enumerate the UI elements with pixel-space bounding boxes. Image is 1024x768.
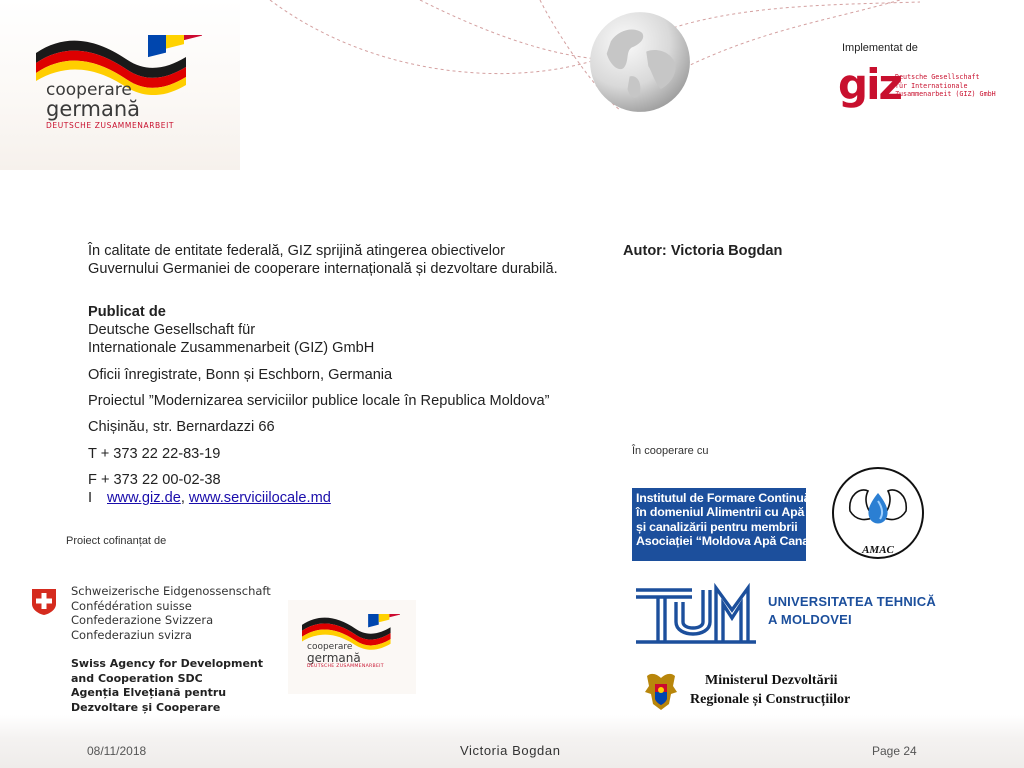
publisher-line-1: Deutsche Gesellschaft für bbox=[88, 322, 256, 338]
ministry-name-line-1: Ministerul Dezvoltării bbox=[705, 673, 838, 688]
web-links-row bbox=[88, 490, 331, 508]
ifc-line-3: și canalizării pentru membrii bbox=[636, 519, 798, 534]
swiss-confederation-names: Schweizerische Eidgenossenschaft Confédération suisse Confederazione Svizzera Confederaziun svizra bbox=[71, 584, 271, 642]
sdc-agency-name: Swiss Agency for Development and Cooperation SDC Agenția Elvețiană pentru Dezvoltare și Cooperare bbox=[71, 657, 264, 714]
moldova-coat-of-arms-icon bbox=[643, 670, 679, 712]
utm-name-line-2: A MOLDOVEI bbox=[768, 612, 852, 627]
in-cooperation-with-label: În cooperare cu bbox=[632, 445, 709, 457]
giz-logo: giz bbox=[838, 60, 901, 109]
ifc-line-2: în domeniul Alimentrii cu Apă bbox=[636, 505, 805, 520]
utm-logo-icon bbox=[632, 580, 762, 648]
ministry-name-line-2: Regionale și Construcțiilor bbox=[690, 692, 851, 707]
web-separator: , bbox=[180, 490, 189, 506]
footer-author: Victoria Bogdan bbox=[460, 743, 561, 758]
web-prefix: I bbox=[88, 490, 93, 506]
coop-logo-subtitle: DEUTSCHE ZUSAMMENARBEIT bbox=[46, 121, 175, 130]
giz-full-name: Deutsche Gesellschaft für Internationale Zusammenarbeit (GIZ) GmbH bbox=[895, 73, 996, 98]
serviciilocale-website-link[interactable]: www.serviciilocale.md bbox=[188, 490, 331, 506]
institute-continuous-training-logo bbox=[632, 488, 819, 561]
project-name: Proiectul ”Modernizarea serviciilor publice locale în Republica Moldova” bbox=[88, 393, 550, 409]
fax-number: F + 373 22 00-02-38 bbox=[88, 472, 221, 488]
giz-website-link[interactable]: www.giz.de bbox=[107, 490, 181, 506]
globe-icon bbox=[588, 10, 692, 114]
author-credit: Autor: Victoria Bogdan bbox=[623, 243, 783, 259]
implemented-by-label: Implementat de bbox=[842, 42, 918, 54]
amac-logo bbox=[830, 465, 926, 561]
publisher-line-2: Internationale Zusammenarbeit (GIZ) GmbH bbox=[88, 340, 375, 356]
address: Chișinău, str. Bernardazzi 66 bbox=[88, 419, 275, 435]
coop-small-word-cooperare: cooperare bbox=[307, 642, 353, 652]
amac-label: AMAC bbox=[862, 544, 894, 556]
cofinanced-by-label: Proiect cofinanțat de bbox=[66, 535, 167, 547]
coop-small-word-germana: germană bbox=[307, 651, 361, 665]
ifc-line-1: Institutul de Formare Continuă bbox=[636, 491, 811, 505]
intro-paragraph: În calitate de entitate federală, GIZ sprijină atingerea obiectivelor Guvernului Germaniei de cooperare internațională și dezvoltare durabilă. bbox=[88, 243, 558, 277]
registered-offices: Oficii înregistrate, Bonn și Eschborn, Germania bbox=[88, 367, 393, 383]
ifc-line-4: Asociației “Moldova Apă Canal” bbox=[636, 534, 819, 549]
swiss-flag-icon bbox=[29, 586, 59, 616]
published-by-heading: Publicat de bbox=[88, 304, 166, 320]
phone-number: T + 373 22 22-83-19 bbox=[88, 446, 221, 462]
footer-date: 08/11/2018 bbox=[87, 744, 147, 758]
coop-logo-word-cooperare: cooperare bbox=[46, 80, 132, 100]
footer-band bbox=[0, 715, 1024, 768]
footer-page-number: Page 24 bbox=[872, 744, 917, 758]
coop-logo-word-germana: germană bbox=[46, 97, 141, 121]
utm-name-line-1: UNIVERSITATEA TEHNICĂ bbox=[768, 594, 936, 609]
coop-small-subtitle: DEUTSCHE ZUSAMMENARBEIT bbox=[307, 664, 384, 669]
